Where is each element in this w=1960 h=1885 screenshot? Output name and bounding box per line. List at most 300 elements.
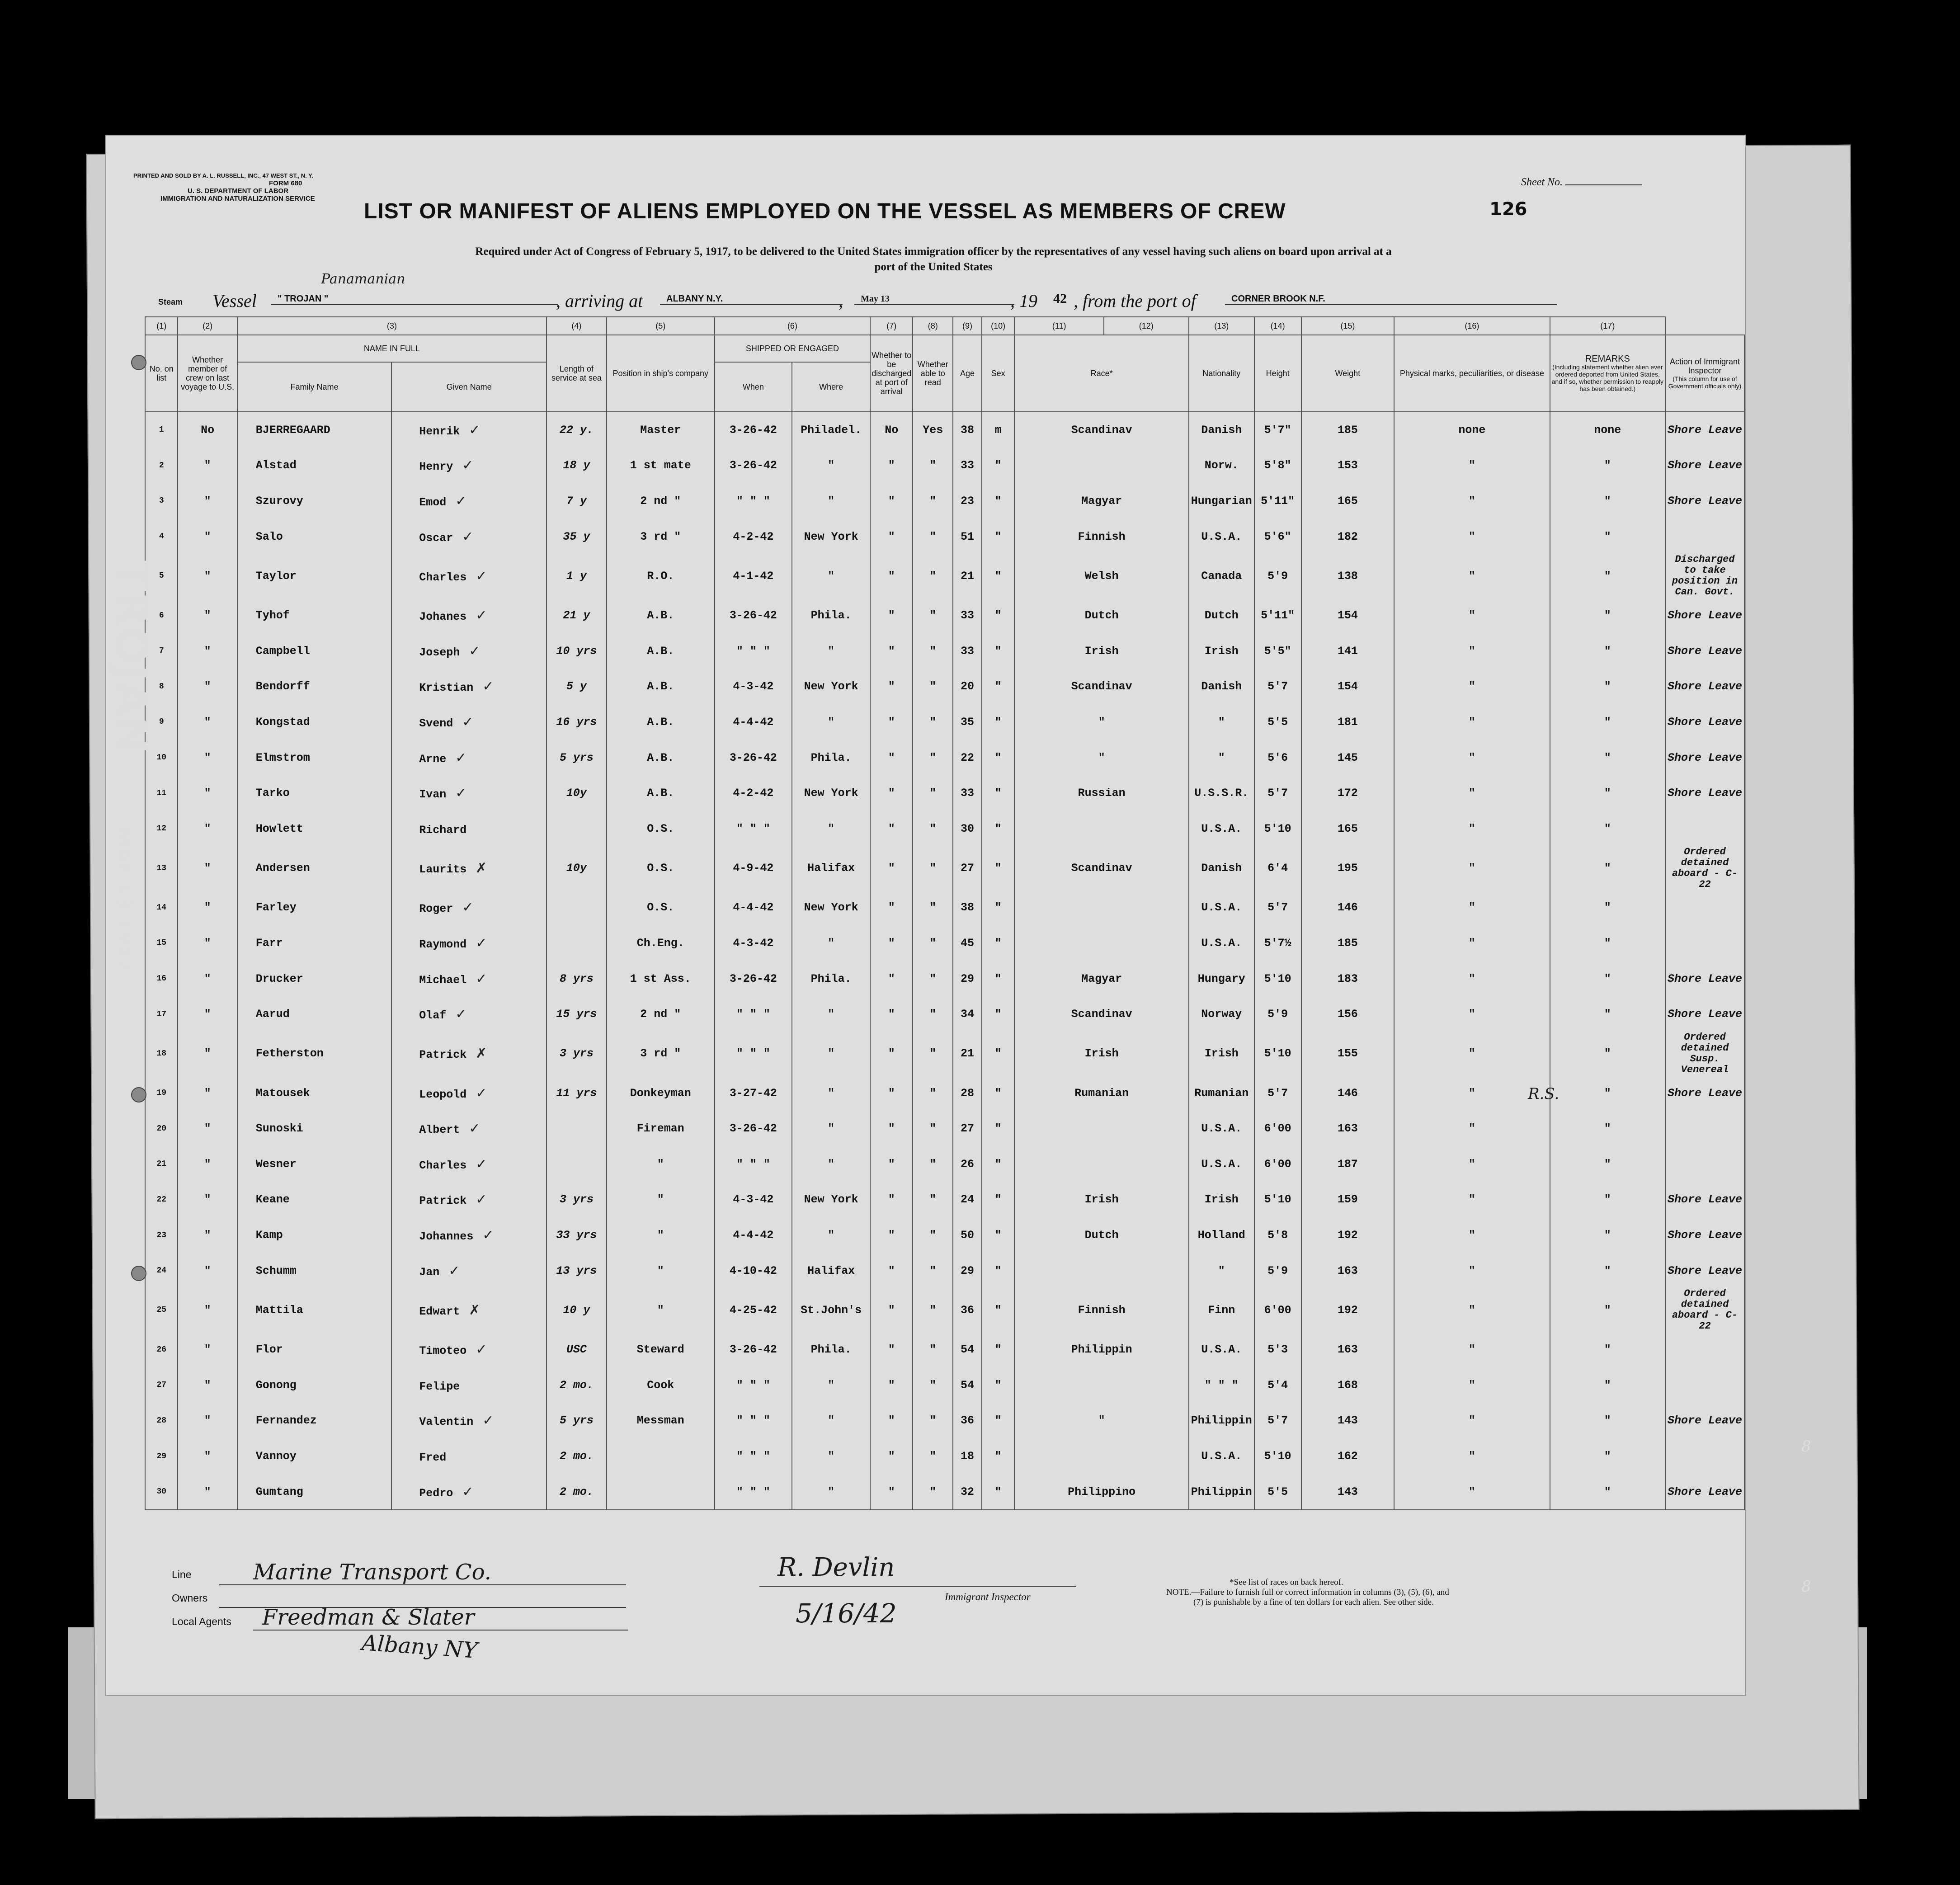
inspector-action-value: Shore Leave	[1667, 1229, 1742, 1242]
cell-to-be-discharged	[870, 1075, 913, 1111]
nationality-value: Canada	[1201, 569, 1242, 583]
cell-able-to-read	[913, 1288, 953, 1332]
cell-nationality	[1189, 412, 1254, 448]
able-to-read-value: "	[929, 901, 937, 914]
cell-weight	[1301, 1474, 1395, 1510]
remarks-value: "	[1604, 1485, 1611, 1499]
able-to-read-value: "	[929, 680, 937, 693]
height-value: 5'11"	[1261, 609, 1295, 622]
verification-mark-icon: ✓	[482, 1227, 494, 1244]
cell-given-name	[391, 1217, 547, 1253]
cell-member-last-voyage	[178, 1075, 237, 1111]
col-num-4: (4)	[547, 317, 607, 335]
shipped-where-value: New York	[804, 680, 858, 693]
inspector-action-value: Shore Leave	[1667, 609, 1742, 622]
shipped-where-value: New York	[804, 1193, 858, 1206]
to-be-discharged-value: "	[888, 936, 895, 950]
shipped-where-value: "	[828, 1229, 835, 1242]
age-value: 30	[960, 822, 974, 835]
cell-to-be-discharged	[870, 847, 913, 890]
cell-row-number	[145, 1332, 178, 1367]
cell-remarks	[1550, 1075, 1665, 1111]
cell-shipped-when	[715, 775, 792, 811]
table-row	[145, 1288, 1744, 1332]
physical-marks-value: "	[1468, 822, 1475, 835]
cell-weight	[1301, 1367, 1395, 1403]
member-last-voyage-value: "	[204, 1047, 211, 1060]
verification-mark-icon: ✓	[476, 935, 487, 951]
cell-to-be-discharged	[870, 598, 913, 633]
cell-shipped-where	[792, 1146, 870, 1182]
to-be-discharged-value: "	[888, 1122, 895, 1136]
cell-shipped-when	[715, 890, 792, 926]
cell-member-last-voyage	[178, 1438, 237, 1474]
nationality-value: U.S.A.	[1201, 530, 1242, 543]
cell-height	[1254, 1288, 1301, 1332]
cell-height	[1254, 633, 1301, 669]
cell-race	[1014, 1288, 1188, 1332]
cell-physical-marks	[1394, 890, 1550, 926]
page-title: LIST OR MANIFEST OF ALIENS EMPLOYED ON THE VESSEL AS MEMBERS OF CREW	[364, 199, 1286, 223]
cell-remarks	[1550, 448, 1665, 484]
header-position: Position in ship's company	[607, 335, 715, 412]
cell-position	[607, 1438, 715, 1474]
physical-marks-value: "	[1468, 1229, 1475, 1242]
cell-given-name	[391, 1146, 547, 1182]
cell-member-last-voyage	[178, 554, 237, 598]
physical-marks-value: "	[1468, 1343, 1475, 1357]
row-number-value: 7	[159, 646, 164, 656]
to-be-discharged-value: "	[888, 901, 895, 914]
cell-physical-marks	[1394, 740, 1550, 776]
remarks-value: "	[1604, 1450, 1611, 1463]
table-row	[145, 811, 1744, 847]
cell-family-name	[237, 1182, 392, 1218]
family-name-value: Kongstad	[255, 715, 310, 729]
cell-position	[607, 1111, 715, 1147]
header-nationality: Nationality	[1189, 335, 1254, 412]
shipped-where-value: Phila.	[810, 609, 852, 622]
cell-sex	[982, 633, 1015, 669]
age-value: 50	[960, 1229, 974, 1242]
cell-height	[1254, 1403, 1301, 1439]
age-value: 35	[960, 715, 974, 729]
cell-to-be-discharged	[870, 704, 913, 740]
cell-remarks	[1550, 1403, 1665, 1439]
sex-value: "	[994, 1378, 1002, 1392]
cell-row-number	[145, 1288, 178, 1332]
header-no-on-list: No. on list	[145, 335, 178, 412]
cell-family-name	[237, 811, 392, 847]
given-name-value: Ivan	[419, 788, 447, 801]
to-be-discharged-value: "	[888, 972, 895, 985]
height-value: 5'7½	[1264, 936, 1291, 950]
sex-value: "	[994, 1122, 1002, 1136]
length-of-service-value: 22 y.	[559, 423, 594, 437]
inspector-date: 5/16/42	[796, 1598, 897, 1629]
inspector-action-value: Shore Leave	[1667, 1086, 1742, 1100]
family-name-value: Elmstrom	[255, 751, 310, 764]
cell-remarks	[1550, 1111, 1665, 1147]
to-be-discharged-value: "	[888, 1485, 895, 1499]
cell-weight	[1301, 961, 1395, 997]
cell-age	[953, 811, 981, 847]
member-last-voyage-value: "	[204, 1378, 211, 1392]
able-to-read-value: "	[929, 494, 937, 508]
cell-row-number	[145, 775, 178, 811]
cell-physical-marks	[1394, 1403, 1550, 1439]
shipped-when-value: " " "	[736, 1450, 770, 1463]
cell-inspector-action	[1665, 811, 1744, 847]
cell-inspector-action	[1665, 704, 1744, 740]
sex-value: "	[994, 459, 1002, 472]
given-name-value: Henrik	[419, 424, 460, 438]
row-number-value: 28	[156, 1416, 167, 1425]
member-last-voyage-value: "	[204, 936, 211, 950]
cell-family-name	[237, 598, 392, 633]
cell-position	[607, 519, 715, 555]
cell-race	[1014, 1146, 1188, 1182]
age-value: 36	[960, 1303, 974, 1317]
to-be-discharged-value: "	[888, 1378, 895, 1392]
cell-shipped-where	[792, 1253, 870, 1289]
cell-weight	[1301, 704, 1395, 740]
cell-race	[1014, 847, 1188, 890]
able-to-read-value: "	[929, 1264, 937, 1277]
row-number-value: 8	[159, 682, 164, 691]
cell-nationality	[1189, 1332, 1254, 1367]
age-value: 33	[960, 644, 974, 658]
shipped-when-value: 3-26-42	[729, 972, 777, 985]
cell-length-of-service	[547, 1217, 607, 1253]
age-value: 38	[960, 423, 974, 437]
member-last-voyage-value: "	[204, 1157, 211, 1171]
nationality-value: Hungary	[1197, 972, 1245, 985]
race-value: Philippin	[1071, 1343, 1132, 1357]
col-num-17: (17)	[1550, 317, 1665, 335]
table-row	[145, 925, 1744, 961]
cell-sex	[982, 554, 1015, 598]
note-fine: (7) is punishable by a fine of ten dollars for each alien. See other side.	[1193, 1598, 1434, 1607]
cell-given-name	[391, 1253, 547, 1289]
cell-height	[1254, 1111, 1301, 1147]
race-value: Magyar	[1081, 972, 1122, 985]
height-value: 5'5	[1267, 1485, 1288, 1499]
shipped-where-value: "	[828, 936, 835, 950]
cell-member-last-voyage	[178, 811, 237, 847]
cell-row-number	[145, 1111, 178, 1147]
position-value: Messman	[636, 1414, 684, 1428]
cell-remarks	[1550, 633, 1665, 669]
cell-inspector-action	[1665, 483, 1744, 519]
cell-shipped-where	[792, 961, 870, 997]
family-name-value: Salo	[255, 530, 283, 543]
family-name-value: Schumm	[255, 1264, 297, 1277]
cell-given-name	[391, 1438, 547, 1474]
cell-inspector-action	[1665, 740, 1744, 776]
length-of-service-value: 3 yrs	[559, 1047, 594, 1060]
cell-family-name	[237, 890, 392, 926]
cell-nationality	[1189, 1182, 1254, 1218]
cell-sex	[982, 996, 1015, 1032]
row-number-value: 19	[156, 1089, 167, 1098]
cell-position	[607, 1367, 715, 1403]
shipped-when-value: " " "	[736, 494, 770, 508]
cell-sex	[982, 925, 1015, 961]
cell-age	[953, 847, 981, 890]
cell-race	[1014, 704, 1188, 740]
cell-family-name	[237, 1367, 392, 1403]
position-value: Fireman	[636, 1122, 684, 1136]
cell-shipped-when	[715, 598, 792, 633]
verification-mark-icon: ✓	[476, 971, 487, 987]
cell-remarks	[1550, 1288, 1665, 1332]
family-name-value: Kamp	[255, 1229, 283, 1242]
cell-given-name	[391, 1332, 547, 1367]
cell-height	[1254, 1438, 1301, 1474]
cell-family-name	[237, 669, 392, 705]
shipped-when-value: " " "	[736, 1008, 770, 1021]
cell-race	[1014, 1332, 1188, 1367]
cell-height	[1254, 740, 1301, 776]
table-row	[145, 598, 1744, 633]
cell-sex	[982, 412, 1015, 448]
family-name-value: Vannoy	[255, 1450, 297, 1463]
cell-position	[607, 890, 715, 926]
cell-member-last-voyage	[178, 633, 237, 669]
col-num-16: (16)	[1394, 317, 1550, 335]
cell-inspector-action	[1665, 1367, 1744, 1403]
family-name-value: Matousek	[255, 1086, 310, 1100]
cell-shipped-when	[715, 961, 792, 997]
verification-mark-icon: ✓	[455, 749, 467, 766]
cell-age	[953, 412, 981, 448]
cell-inspector-action	[1665, 996, 1744, 1032]
cell-family-name	[237, 925, 392, 961]
remarks-value: "	[1604, 1303, 1611, 1317]
cell-inspector-action	[1665, 412, 1744, 448]
cell-weight	[1301, 1253, 1395, 1289]
physical-marks-value: "	[1468, 459, 1475, 472]
nationality-value: U.S.A.	[1201, 936, 1242, 950]
from-port: CORNER BROOK N.F.	[1225, 294, 1557, 305]
cell-shipped-when	[715, 1146, 792, 1182]
height-value: 5'11"	[1261, 494, 1295, 508]
position-value: R.O.	[647, 569, 674, 583]
shipped-where-value: "	[828, 715, 835, 729]
verification-mark-icon: ✓	[482, 679, 494, 695]
cell-able-to-read	[913, 448, 953, 484]
inspector-action-value: Shore Leave	[1667, 680, 1742, 693]
family-name-value: Andersen	[255, 862, 310, 875]
cell-physical-marks	[1394, 519, 1550, 555]
cell-sex	[982, 740, 1015, 776]
member-last-voyage-value: "	[204, 530, 211, 543]
given-name-value: Edwart	[419, 1305, 460, 1318]
cell-shipped-when	[715, 1403, 792, 1439]
cell-shipped-where	[792, 996, 870, 1032]
table-row	[145, 1111, 1744, 1147]
age-value: 45	[960, 936, 974, 950]
cell-member-last-voyage	[178, 1367, 237, 1403]
col-num-14: (14)	[1254, 317, 1301, 335]
cell-nationality	[1189, 519, 1254, 555]
physical-marks-value: "	[1468, 751, 1475, 764]
cell-nationality	[1189, 961, 1254, 997]
family-name-value: Keane	[255, 1193, 290, 1206]
cell-position	[607, 633, 715, 669]
header-able-read: Whether able to read	[913, 335, 953, 412]
length-of-service-value: 8 yrs	[559, 972, 594, 985]
cell-inspector-action	[1665, 1111, 1744, 1147]
race-value: "	[1098, 715, 1105, 729]
nationality-value: U.S.A.	[1201, 1343, 1242, 1357]
nationality-value: Philippin	[1191, 1414, 1252, 1428]
weight-value: 163	[1337, 1264, 1358, 1277]
cell-able-to-read	[913, 1474, 953, 1510]
race-value: Scandinav	[1071, 862, 1132, 875]
cell-weight	[1301, 519, 1395, 555]
cell-family-name	[237, 996, 392, 1032]
physical-marks-value: "	[1468, 494, 1475, 508]
shipped-where-value: "	[828, 494, 835, 508]
cell-position	[607, 669, 715, 705]
height-value: 5'9	[1267, 569, 1288, 583]
cell-age	[953, 704, 981, 740]
member-last-voyage-value: "	[204, 1008, 211, 1021]
to-be-discharged-value: "	[888, 1450, 895, 1463]
to-be-discharged-value: "	[888, 1414, 895, 1428]
table-row	[145, 483, 1744, 519]
cell-row-number	[145, 1438, 178, 1474]
cell-age	[953, 1403, 981, 1439]
cell-length-of-service	[547, 412, 607, 448]
height-value: 5'7	[1267, 787, 1288, 800]
verification-mark-icon: ✓	[469, 1121, 481, 1137]
shipped-when-value: 4-10-42	[729, 1264, 777, 1277]
weight-value: 138	[1337, 569, 1358, 583]
cell-race	[1014, 925, 1188, 961]
cell-family-name	[237, 519, 392, 555]
cell-weight	[1301, 925, 1395, 961]
table-row	[145, 633, 1744, 669]
family-name-value: Campbell	[255, 644, 310, 658]
cell-length-of-service	[547, 598, 607, 633]
col-num-12: (12)	[1104, 317, 1189, 335]
cell-length-of-service	[547, 448, 607, 484]
member-last-voyage-value: "	[204, 644, 211, 658]
cell-member-last-voyage	[178, 890, 237, 926]
nationality-value: Irish	[1204, 1047, 1239, 1060]
verification-mark-icon: ✓	[455, 493, 467, 509]
shipped-where-value: Halifax	[807, 862, 855, 875]
row-number-value: 4	[159, 532, 164, 542]
cell-remarks	[1550, 1217, 1665, 1253]
cell-shipped-where	[792, 1075, 870, 1111]
age-value: 54	[960, 1343, 974, 1357]
shipped-where-value: "	[828, 1008, 835, 1021]
cell-height	[1254, 412, 1301, 448]
cell-sex	[982, 483, 1015, 519]
weight-value: 155	[1337, 1047, 1358, 1060]
physical-marks-value: "	[1468, 1193, 1475, 1206]
cell-race	[1014, 483, 1188, 519]
family-name-value: Aarud	[255, 1008, 290, 1021]
given-name-value: Oscar	[419, 531, 453, 545]
race-value: Dutch	[1084, 1229, 1119, 1242]
nationality-value: U.S.A.	[1201, 822, 1242, 835]
family-name-value: Fernandez	[255, 1414, 317, 1428]
able-to-read-value: "	[929, 609, 937, 622]
cell-nationality	[1189, 1032, 1254, 1075]
nationality-value: Dutch	[1204, 609, 1239, 622]
line-label: Line	[172, 1569, 192, 1580]
able-to-read-value: "	[929, 1047, 937, 1060]
shipped-where-value: "	[828, 1122, 835, 1136]
cell-age	[953, 961, 981, 997]
age-value: 21	[960, 569, 974, 583]
cell-shipped-where	[792, 483, 870, 519]
height-value: 5'7	[1267, 901, 1288, 914]
position-value: 2 nd "	[640, 494, 681, 508]
cell-shipped-when	[715, 483, 792, 519]
cell-height	[1254, 598, 1301, 633]
cell-family-name	[237, 775, 392, 811]
verification-mark-icon: ✗	[476, 860, 487, 877]
shipped-when-value: 4-2-42	[733, 530, 774, 543]
row-number-value: 10	[156, 753, 167, 763]
able-to-read-value: "	[929, 1303, 937, 1317]
cell-given-name	[391, 1111, 547, 1147]
cell-height	[1254, 1182, 1301, 1218]
cell-inspector-action	[1665, 1288, 1744, 1332]
cell-length-of-service	[547, 811, 607, 847]
position-value: Steward	[636, 1343, 684, 1357]
cell-nationality	[1189, 1474, 1254, 1510]
header-physical-marks: Physical marks, peculiarities, or disease	[1394, 335, 1550, 412]
able-to-read-value: "	[929, 1122, 937, 1136]
position-value: A.B.	[647, 644, 674, 658]
shipped-where-value: "	[828, 1485, 835, 1499]
cell-to-be-discharged	[870, 1288, 913, 1332]
length-of-service-value: 2 mo.	[559, 1378, 594, 1392]
cell-shipped-when	[715, 1075, 792, 1111]
member-last-voyage-value: "	[204, 1414, 211, 1428]
cell-member-last-voyage	[178, 775, 237, 811]
cell-shipped-when	[715, 925, 792, 961]
length-of-service-value: 7 y	[566, 494, 587, 508]
weight-value: 143	[1337, 1414, 1358, 1428]
table-row	[145, 1253, 1744, 1289]
cell-weight	[1301, 633, 1395, 669]
cell-to-be-discharged	[870, 448, 913, 484]
position-value: 2 nd "	[640, 1008, 681, 1021]
table-row	[145, 1332, 1744, 1367]
cell-age	[953, 1332, 981, 1367]
family-name-value: Sunoski	[255, 1122, 303, 1136]
able-to-read-value: "	[929, 787, 937, 800]
header-action-sub: (This column for use of Government officials only)	[1668, 375, 1742, 390]
row-number-value: 18	[156, 1049, 167, 1058]
nationality-value: Irish	[1204, 1193, 1239, 1206]
cell-weight	[1301, 1146, 1395, 1182]
cell-physical-marks	[1394, 925, 1550, 961]
cell-height	[1254, 1332, 1301, 1367]
cell-row-number	[145, 483, 178, 519]
cell-shipped-where	[792, 1367, 870, 1403]
table-row	[145, 669, 1744, 705]
cell-nationality	[1189, 1111, 1254, 1147]
